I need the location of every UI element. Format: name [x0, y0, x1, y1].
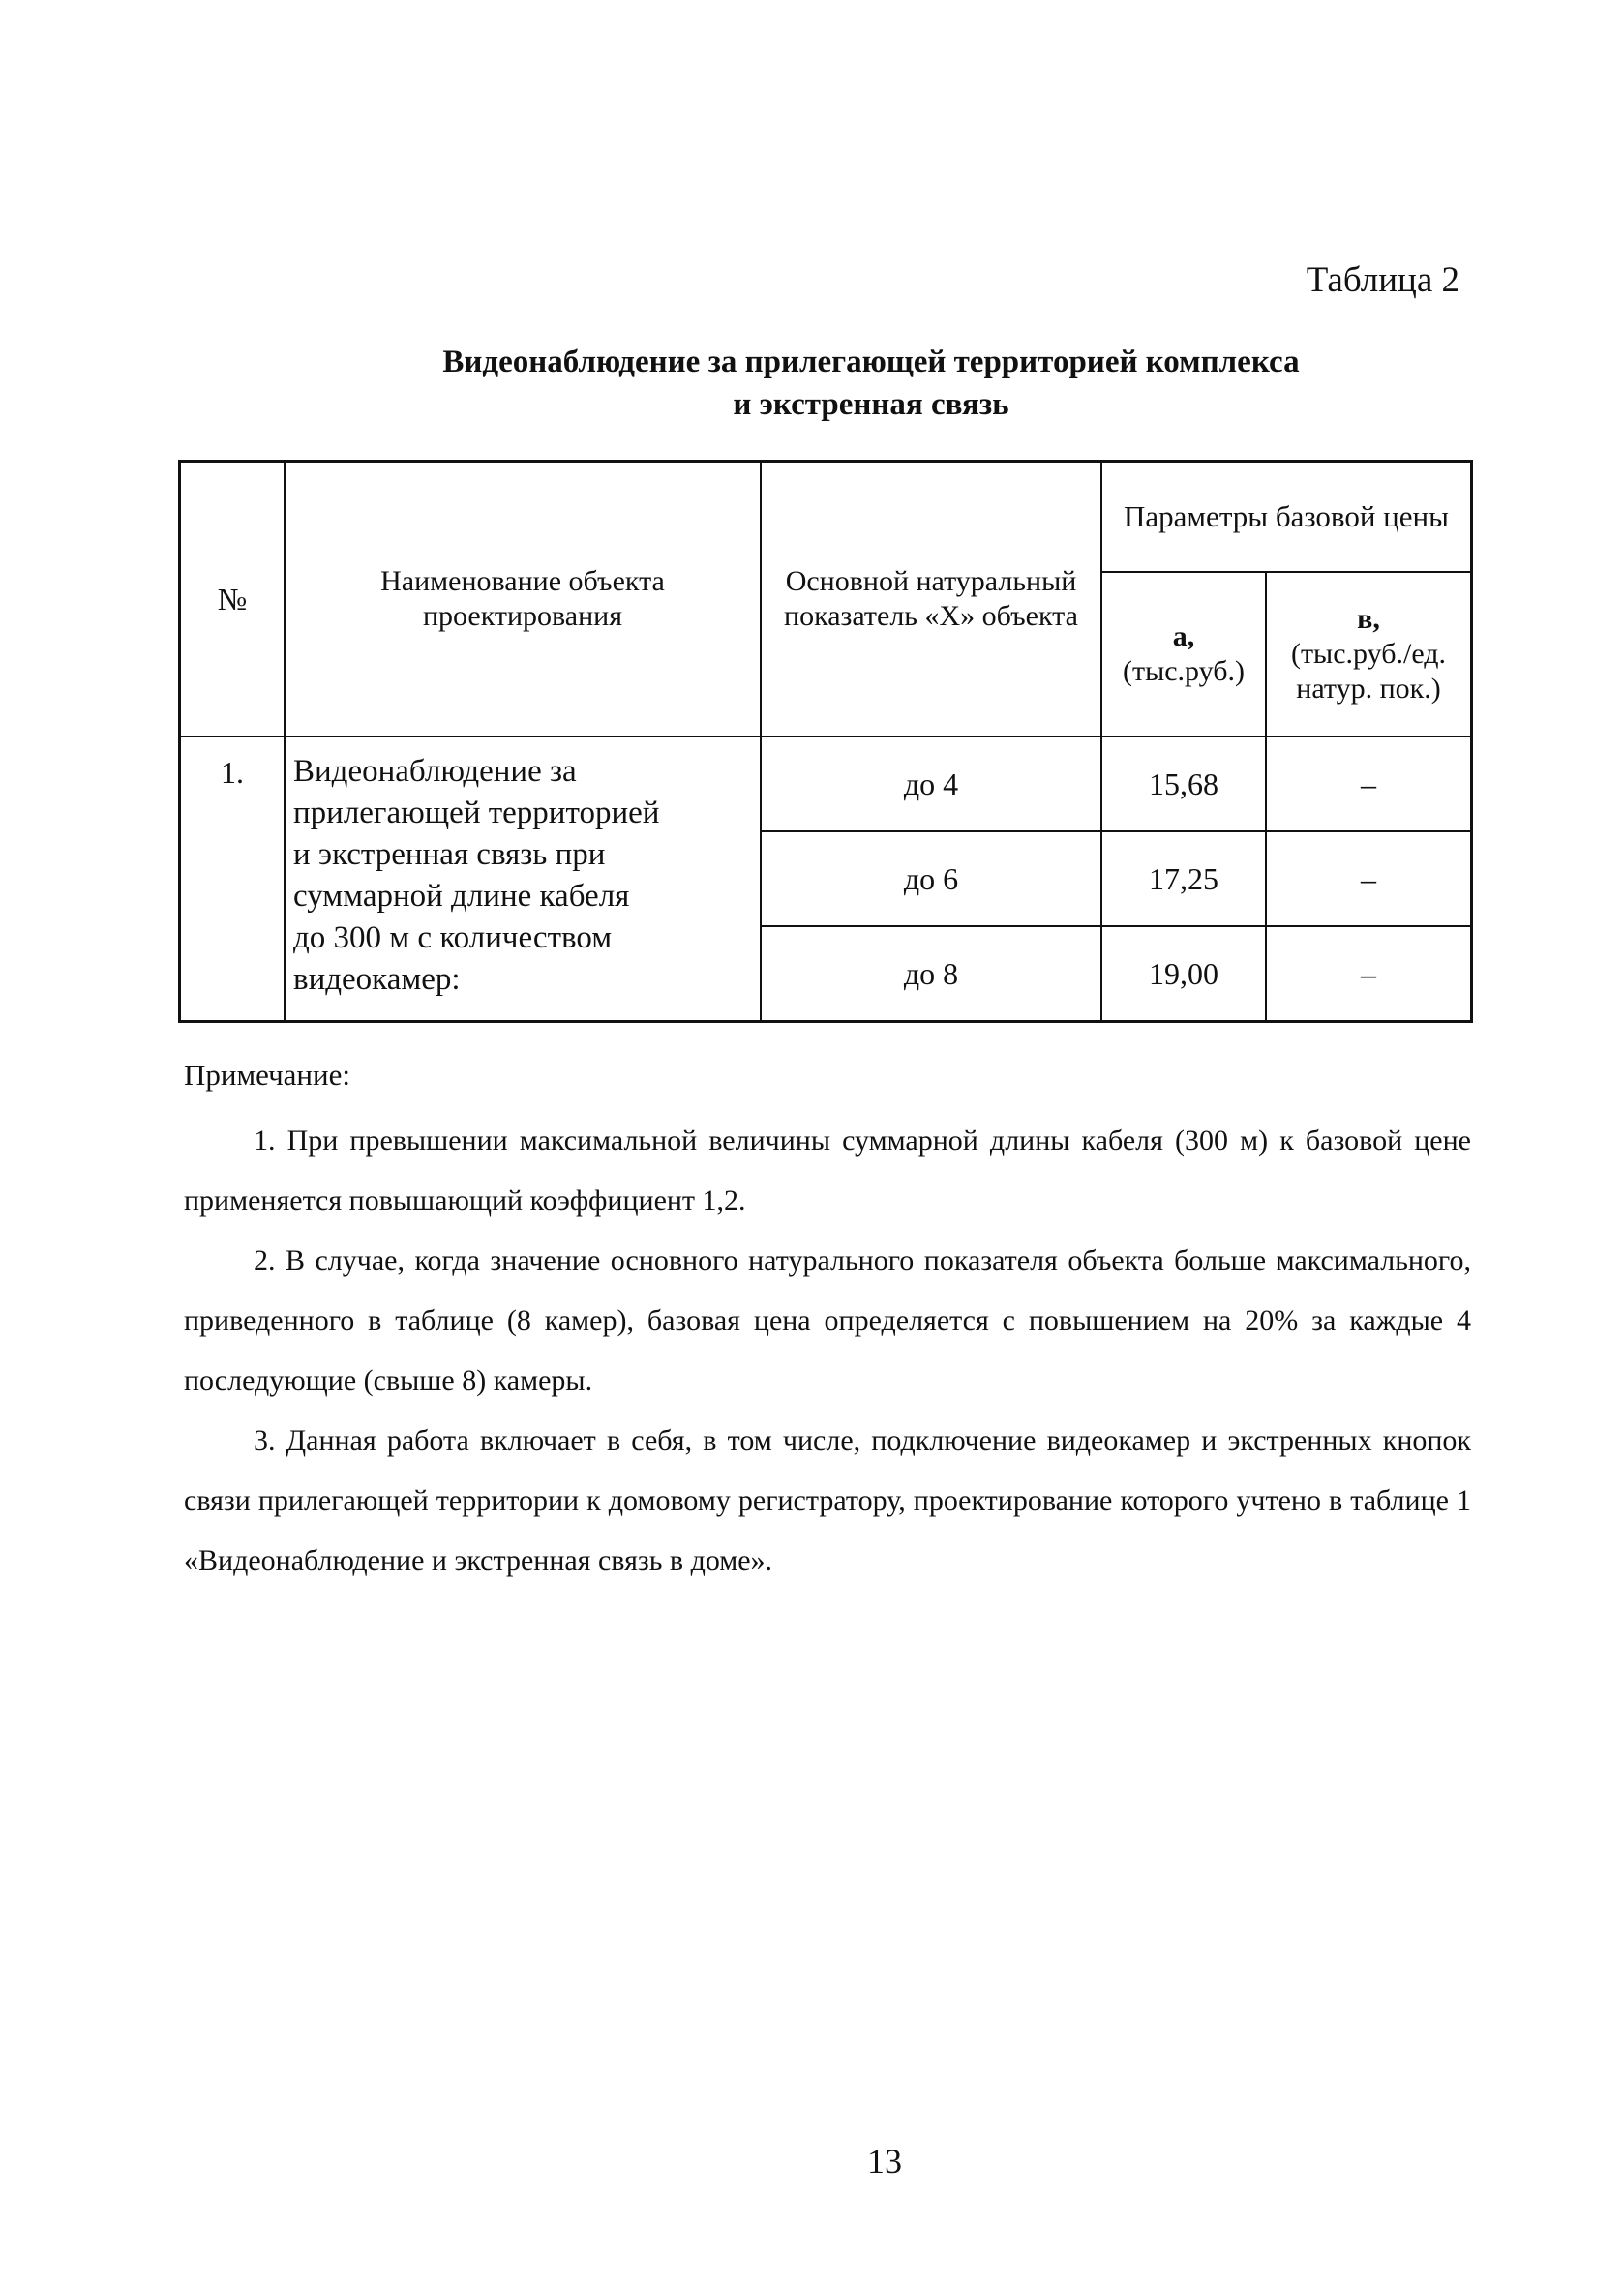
note-item-2: 2. В случае, когда значение основного натурального показателя объекта больше максимального, приведенного в таблице (8 камер), базовая цена определяется с повышением на 20% за каждые 4 последующие (свыше 8) камеры.	[184, 1245, 1471, 1397]
notes	[184, 1111, 1471, 1591]
price-table	[178, 460, 1473, 1023]
row-name-line: до 300 м с количеством	[293, 920, 613, 955]
row-name-line: прилегающей территорией	[293, 796, 660, 830]
header-num: №	[180, 462, 286, 737]
cell-a: 19,00	[1101, 926, 1266, 1022]
title-line-1: Видеонаблюдение за прилегающей территорией комплекса	[442, 345, 1300, 379]
note-item-3: 3. Данная работа включает в себя, в том числе, подключение видеокамер и экстренных кнопок связи прилегающей территории к домовому регистратору, проектирование которого учтено в таблице 1 «Видеонаблюдение и экстренная связь в доме».	[184, 1425, 1471, 1577]
note-item-1: 1. При превышении максимальной величины суммарной длины кабеля (300 м) к базовой цене применяется повышающий коэффициент 1,2.	[184, 1125, 1471, 1217]
header-indicator: Основной натуральный показатель «Х» объекта	[761, 462, 1101, 737]
header-name: Наименование объекта проектирования	[285, 462, 761, 737]
header-a-label: а,	[1172, 620, 1195, 652]
header-b-label: в,	[1357, 603, 1380, 635]
cell-indicator: до 8	[761, 926, 1101, 1022]
row-name-line: и экстренная связь при	[293, 837, 606, 872]
header-a	[1101, 572, 1266, 737]
cell-b: –	[1266, 737, 1472, 831]
cell-a: 17,25	[1101, 831, 1266, 926]
header-params: Параметры базовой цены	[1101, 462, 1472, 573]
page-number: 13	[867, 2142, 902, 2180]
row-name-line: суммарной длине кабеля	[293, 879, 630, 914]
header-a-unit: (тыс.руб.)	[1122, 655, 1246, 687]
note-label: Примечание:	[184, 1058, 350, 1092]
row-name-line: видеокамер:	[293, 962, 461, 997]
row-name-line: Видеонаблюдение за	[293, 754, 577, 789]
cell-b: –	[1266, 831, 1472, 926]
document-title	[358, 341, 1384, 426]
header-b-unit: (тыс.руб./ед. натур. пок.)	[1290, 638, 1447, 705]
title-line-2: и экстренная связь	[733, 387, 1009, 422]
cell-b: –	[1266, 926, 1472, 1022]
table-number: Таблица 2	[1306, 260, 1459, 300]
row-name	[285, 737, 761, 1022]
header-b	[1266, 572, 1472, 737]
table-row	[180, 737, 1472, 831]
cell-indicator: до 6	[761, 831, 1101, 926]
cell-indicator: до 4	[761, 737, 1101, 831]
table-header-row-1	[180, 462, 1472, 573]
row-number: 1.	[180, 737, 286, 1022]
cell-a: 15,68	[1101, 737, 1266, 831]
